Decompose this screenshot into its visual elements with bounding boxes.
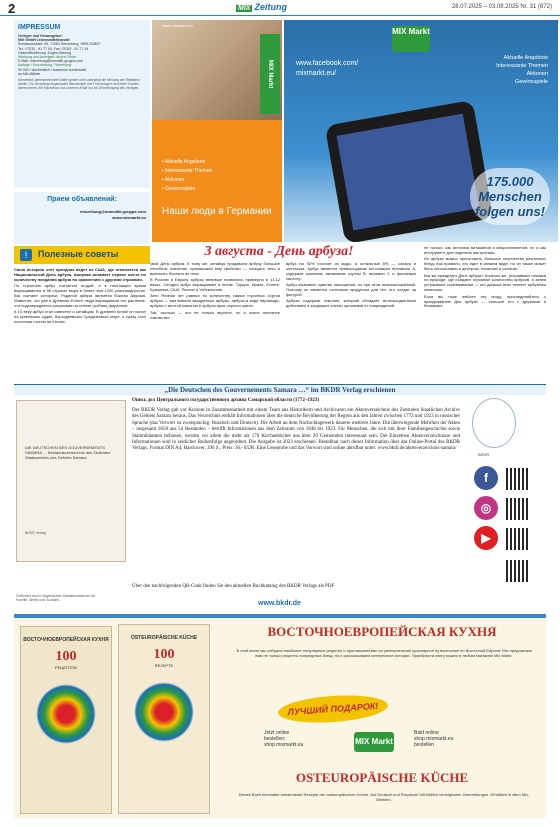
impressum-line: Schwarzwaldstr. 99, 71083 Herrenberg, HRB 244827 [18,42,101,47]
cookbook-number: 100 [55,649,77,664]
followers-badge: 175.000 Menschen folgen uns! [470,168,550,225]
article-paragraph: Если вы тоже любите эту ягоду, присоединяйтесь к празднованию Дня арбуза — съешьте его с друзьями и близкими! [424,293,546,309]
issue-dates: 28.07.2025 – 03.08.2025 Nr. 31 (872) [451,4,552,10]
cookbook-title: OSTEUROPÄISCHE KÜCHE [130,635,198,641]
bkdr-url[interactable]: www.bkdr.de [258,600,301,607]
impressum-line: an Mix-Märkte [18,71,41,76]
impressum-line[interactable]: E-Mail: mixzeitung@monolith-gruppe.com [18,59,84,64]
article-paragraph: Свою историю этот праздник ведет из США, где отмечается как Национальный День арбуза. Америка занимает первое место по количеству поедания арбуза по сравнению с другими странами. [14,267,146,282]
newspaper-logo [236,2,287,12]
mix-markt-logo: MIX Markt [392,26,430,52]
banner-feature: • Gewinnspiele [162,185,212,194]
banner-feature: • Aktuelle Angebote [162,158,212,167]
impressum-line: 59 000 / wöchentlich / kostenlos bundesweit [18,67,87,72]
banner-feature: • Aktionen [162,176,212,185]
logo-mix: MIX [238,5,251,12]
tips-section-header [14,246,150,264]
qr-code[interactable] [506,498,528,520]
book-cover-text: DIE DEUTSCHEN DES GOUVERNEMENTS SAMARA … Bestandsverzeichnis des Zentralen Staatsarchivs des Gebiets Samara [25,445,111,460]
impressum-title: IMPRESSUM [18,24,61,31]
mix-markt-logo: MIX Markt [354,732,394,752]
shop-link-left[interactable] [264,730,303,748]
ads-email-link[interactable]: mixzeitung@monolith-gruppe.com [80,209,146,214]
ministry-credit: Gefördert durch: Bayerisches Staatsministerium für Familie, Arbeit und Soziales [16,594,96,602]
article-paragraph: В Россию и Европу арбузы впервые появились примерно в 11-12 веках. Сегодня арбуз выращивают в Китае, Турции, Иране, Египте, Бразилии, США, России и Узбекистане. [150,277,280,293]
article-paragraph: Арбузы содержат ликопин, который обладает антиоксидантным действием и защищает клетки организма от повреждений. [286,298,416,309]
facebook-url-line2: mixmarkt.eu/ [296,70,337,77]
ads-contact-box [14,192,150,244]
shop-link-line: shop.mixmarkt.eu [414,736,454,742]
folk-ornament-image [36,684,96,744]
shop-link-line: bestellen: [264,736,286,742]
banner-feature: Gewinnspiele [514,79,548,85]
cookbook-ad-text-german: Dieses Buch beinhaltet bekannteste Rezepte der osteuropäischen Küche. Auf Deutsch und Russisch! Mit bildlich verfolgbaren Zubereitungen. Erhältlich in allen Mix-Märkten. [238,792,530,802]
bkdr-label: BKDR [478,452,490,457]
samara-body-text: Der BKDR Verlag gab vor Kurzem in Zusammenarbeit mit einem Team aus Historikern und Archivaren ein Aktenverzeichnis des Zentralen Staatlichen Archivs des Gebiets Samara heraus. Das Verzeichnis enthält Informationen über die deutsche Bevölkerung der Region aus den Jahren zwischen 1772 und 1923 in russischer Sprache (das Vorwort ist zweisprachig: Russisch und Deutsch). Die Arbeit an dem Nachschlagewerk dauerte mehrere Jahre. Die überwiegende Mehrheit der Akten – insgesamt 3058 aus 54 Beständen – betrifft Informationen aus dem Zeitraum von 1848 bis 1923. Für Menschen, die sich mit ihrer Familiengeschichte sowie Stammbäumen befassen, werden vor allem die mehr als 170 Kirchenbücher aus über 20 Gemeinden interessant sein. Die Einzelnen Aktenverzeichnisse und Informationen sind in zeitlicher Reihenfolge angeordnet. Die Ausgabe ist 2023 erschienen. Bestellbar nach dieser Information über das Online-Portal des BKDR Verlags. Format DIN A4, Hardcover, 396 S., Preis: 36,- EUR. Eine Leseprobe und das Vorwort sind online abrufbar unter: www.bkdr.de/aktenverzeichnis-samara/ [132,408,461,452]
article-title: 3 августа - День арбуза! [204,244,354,259]
instagram-icon[interactable]: ◎ [474,496,498,520]
mix-markt-banner[interactable] [152,20,282,242]
article-column-3 [286,262,416,311]
bkdr-logo [472,398,516,448]
mix-markt-logo: MIX Markt [260,34,280,114]
article-paragraph: Арбуз вызывает чувство насыщения, но при этом низкокалорийный. Поэтому он является отличным продуктом для тех, кто следит за фигурой. [286,282,416,297]
facebook-banner[interactable] [284,20,558,242]
article-column-4 [424,246,546,311]
cookbook-advertisement[interactable] [14,614,546,818]
cookbook-title: ВОСТОЧНОЕВРОПЕЙСКАЯ КУХНЯ [23,637,109,643]
article-paragraph: не только, как источник витаминов и микроэлементов, но и как инструмент для поднятия настроения. [424,245,546,255]
logo-text: Zeitung [254,2,287,12]
tips-title: Полезные советы [38,249,119,259]
shop-link-right[interactable] [414,730,453,748]
impressum-line: Verleger und Herausgeber: [18,34,63,38]
qr-code[interactable] [506,528,528,550]
banner-feature-list [162,158,212,194]
article-paragraph: Из арбуза можно приготовить большое количество различных блюд. Как правило, его едят в свежем виде, но он также может быть использован в десертах, напитках и салатах. [424,256,546,272]
impressum-line: Werbung und Anzeigen: Andrei Felde [18,55,76,60]
cookbook-ad-title-german: OSTEUROPÄISCHE KÜCHE [295,770,469,785]
samara-book-cover [16,400,126,562]
shop-link-line: bestellen [414,742,435,748]
cookbook-cover-german [118,624,210,814]
cookbook-cover-russian [20,626,112,814]
youtube-icon[interactable]: ▶ [474,526,498,550]
article-paragraph: свой День арбуза. К тому же, китайцы придавали арбузу большое лечебное значение, приписывая ему свойство — очищать тело и выносить болезни из тела. [150,261,280,276]
catalog-qr-code[interactable] [506,560,528,582]
article-paragraph: По строению арбуз считается ягодой, и в настоящее время выращивается в 96 странах мира в более чем 1200 разновидностях. Как считают историки, Родиной арбуза является Южная Африка. Известно, что уже в Древнем Египте люди выращивали это растение, что подтверждается рисунками на стенах гробниц фараонов. [14,283,146,308]
article-paragraph: Так, сколько — это не только вкусное, но и очень полезное лакомство. [150,309,280,320]
cookbook-subtitle: РЕЦЕПТОВ [55,665,77,670]
samara-section-header: „Die Deutschen des Gouvernements Samara …“ im BKDR Verlag erschienen [14,384,546,395]
samara-subtitle: Опись дел Центрального государственного архива Самарской области (1772–1923) [132,398,320,403]
shop-link-line: Jetzt online [264,730,290,736]
article-column-2 [150,262,280,322]
page-number: 2 [8,1,16,16]
article-column-1 [14,268,146,326]
impressum-line: Tel.: 07032 - 91 77 00, Fax: 07032 - 91 77 19 [18,46,89,51]
page-header [0,0,560,16]
banner-feature: • Interessante Themen [162,167,212,176]
impressum-line: Geschäftsführung: Eugen Meining [18,50,71,55]
impressum-box [14,20,150,188]
gift-badge: ЛУЧШИЙ ПОДАРОК! [277,692,389,726]
folk-ornament-image [134,682,194,742]
facebook-url-line1: www.facebook.com/ [296,60,359,67]
shop-link-line: Bald online [414,730,439,736]
article-paragraph: арбуз на 92% состоит из воды, а остальные 8% — сахара и клетчатка. Арбуз является превосходным источником витамина А, содержит комплекс витаминов группы В, витамин С и фолиевую кислоту. [286,261,416,281]
cookbook-ad-text: В этой книге мы собрали наиболее популярные рецепты и приглашаем вас на увлекательное кулинарное путешествие по Восточной Европе! Мы предлагаем вам не только рецепты популярных блюд, но и рассказываем интересные истории. Приобрести книгу можно в любом магазине Mix Markt. [236,648,532,659]
banner-url: www.mixmarkt.eu [162,23,194,28]
banner-feature: Interessante Themen [496,63,548,69]
cookbook-ad-title: ВОСТОЧНОЕВРОПЕЙСКАЯ КУХНЯ [267,624,497,639]
article-paragraph: Как же празднуют День арбуза? Конечно же, устраивают пикники на природе, где съедают огромное количество арбузов, а затем устраивают соревнования — кто дальше всех плюнет арбузным семечком. [424,272,546,293]
ads-title: Прием объявлений: [47,196,117,203]
impressum-line: Auflage / Erscheinung / Verteilung: [18,63,72,68]
banner-feature: Aktuelle Angebote [503,55,548,61]
qr-code[interactable] [506,468,528,490]
exclamation-icon: ! [20,249,32,261]
cookbook-number: 100 [153,647,175,662]
facebook-icon[interactable]: f [474,466,498,490]
book-publisher: BKDR Verlag [25,531,46,535]
samara-footer-text: Über den nachfolgenden QR-Code finden Sie den aktuellen Buchkatalog des BKDR Verlags als PDF [132,584,335,589]
ads-web-link[interactable]: www.mixmarkt.eu [112,215,146,220]
banner-headline: Наши люди в Германии [162,206,272,217]
impressum-note: Namentlich gekennzeichnete Artikel geben nicht unbedingt die Meinung der Redaktion wieder. Für unverlangt eingesandte Manuskripte und Fotovorlagen wird keine Gewähr übernommen. Ein Nachdruck aus unserem Inhalt nur mit Genehmigung des Verlages. [18,78,140,90]
impressum-line: MIX GmbH Lebensmittelhandel [18,38,70,43]
cookbook-subtitle: REZEPTE [154,663,174,668]
banner-feature: Aktionen [526,71,548,77]
article-paragraph: К 10 веку арбуз стал известен и китайцам. В древней Китай он попал на купеческих судах, борозднивших Средиземное море, и сразу стал почетным гостем на столах. [14,309,146,325]
article-paragraph: Зато Японии нет равных по количеству самых странных сортов арбуза — там вывели квадратные арбузы, арбузы в виде пирамиды, арбузы с желтой мякотью и арбузы ярко-черного цвета. [150,293,280,309]
shop-link-line: shop.mixmarkt.eu [264,742,304,748]
banner-feature-list [496,54,548,86]
